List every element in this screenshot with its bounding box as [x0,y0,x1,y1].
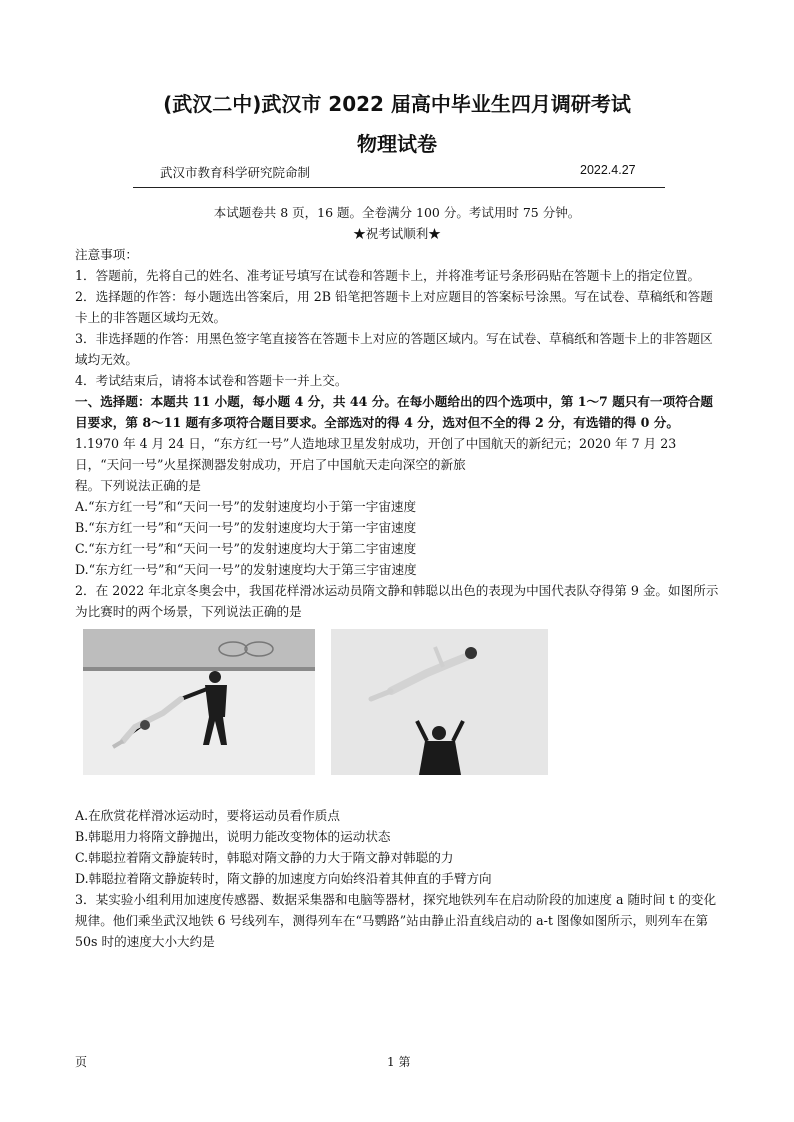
note-item: 2．选择题的作答：每小题选出答案后，用 2B 铅笔把答题卡上对应题目的答案标号涂黑。写在试卷、草稿纸和答题卡上的非答题区域均无效。 [75,289,713,325]
q1-option-d: D.“东方红一号”和“天问一号”的发射速度均大于第三宇宙速度 [75,562,417,577]
skating-photo-right [331,629,548,775]
notes-heading: 注意事项： [75,247,138,262]
q2-option-b: B.韩聪用力将隋文静抛出，说明力能改变物体的运动状态 [75,829,391,844]
q2-option-c: C.韩聪拉着隋文静旋转时，韩聪对隋文静的力大于隋文静对韩聪的力 [75,850,454,865]
section-heading: 一、选择题：本题共 11 小题，每小题 4 分，共 44 分。在每小题给出的四个选项中，第 1～7 题只有一项符合题目要求，第 8～11 题有多项符合题目要求。全部选对的得 4 分，选对但不全的得 2 分，有选错的得 0 分。 [75,394,713,430]
q2-figures [75,629,721,795]
q2-stem: 2．在 2022 年北京冬奥会中，我国花样滑冰运动员隋文静和韩聪以出色的表现为中国代表队夺得第 9 金。如图所示为比赛时的两个场景，下列说法正确的是 [75,583,719,619]
q1-stem: 1.1970 年 4 月 24 日，“东方红一号”人造地球卫星发射成功，开创了中国航天的新纪元；2020 年 7 月 23 日，“天问一号”火星探测器发射成功，开启了中国航天走向深空的新旅 [75,436,677,472]
exam-info: 本试题卷共 8 页，16 题。全卷满分 100 分。考试用时 75 分钟。 [213,205,581,220]
issuer: 武汉市教育科学研究院命制 [160,165,311,180]
exam-wish: ★祝考试顺利★ [353,226,441,241]
page-number: 1 第 [387,1055,411,1069]
q1-option-c: C.“东方红一号”和“天问一号”的发射速度均大于第二宇宙速度 [75,541,417,556]
q2-option-d: D.韩聪拉着隋文静旋转时，隋文静的加速度方向始终沿着其伸直的手臂方向 [75,871,492,886]
exam-date: 2022.4.27 [580,163,636,177]
q2-option-a: A.在欣赏花样滑冰运动时，要将运动员看作质点 [75,808,340,823]
skating-photo-left [83,629,315,775]
footer-left: 页 [75,1055,88,1069]
note-item: 3．非选择题的作答：用黑色签字笔直接答在答题卡上对应的答题区域内。写在试卷、草稿纸和答题卡上的非答题区域均无效。 [75,331,713,367]
exam-title: (武汉二中)武汉市 2022 届高中毕业生四月调研考试 [163,92,631,116]
q1-stem-cont: 程。下列说法正确的是 [75,478,201,493]
q3-stem: 3．某实验小组利用加速度传感器、数据采集器和电脑等器材，探究地铁列车在启动阶段的加速度 a 随时间 t 的变化规律。他们乘坐武汉地铁 6 号线列车，测得列车在“马鹦路”站由静止沿直线启动的 a-t 图像如图所示，则列车在第 50s 时的速度大小大约是 [75,892,717,949]
note-item: 4．考试结束后，请将本试卷和答题卡一并上交。 [75,373,348,388]
skating-throw-image [331,629,548,775]
skating-scene-image [83,629,315,775]
exam-body [75,244,721,952]
header-rule [133,187,665,188]
q1-option-b: B.“东方红一号”和“天问一号”的发射速度均大于第一宇宙速度 [75,520,417,535]
q1-option-a: A.“东方红一号”和“天问一号”的发射速度均小于第一宇宙速度 [75,499,417,514]
note-item: 1．答题前，先将自己的姓名、准考证号填写在试卷和答题卡上，并将准考证号条形码贴在答题卡上的指定位置。 [75,268,701,283]
exam-subtitle: 物理试卷 [357,132,437,156]
